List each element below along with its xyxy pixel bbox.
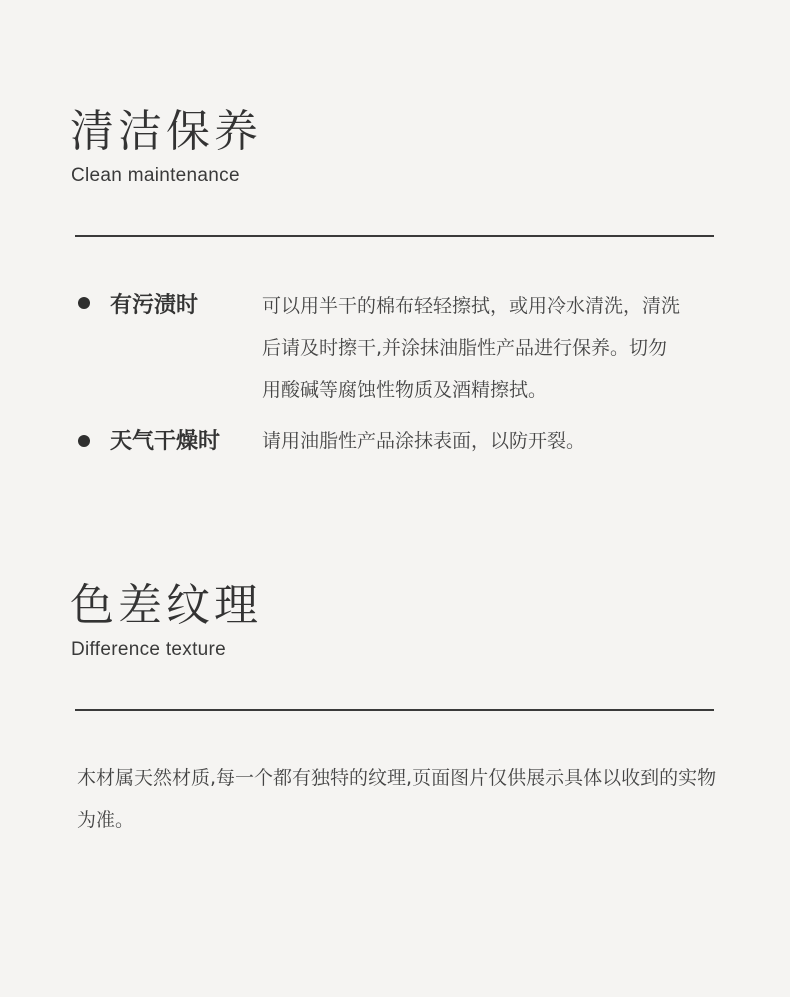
care-item-label: 有污渍时	[110, 293, 199, 318]
bullet-dot-icon	[78, 435, 90, 447]
care-item-dry-weather	[78, 420, 718, 462]
care-section-divider	[75, 235, 714, 237]
care-section-title: 清洁保养	[70, 106, 262, 157]
care-item-label: 天气干燥时	[110, 429, 221, 454]
bullet-dot-icon	[78, 297, 90, 309]
care-section-subtitle: Clean maintenance	[71, 165, 240, 186]
texture-description: 木材属天然材质,每一个都有独特的纹理,页面图片仅供展示具体以收到的实物为准。	[77, 767, 717, 831]
care-item-stains	[78, 285, 718, 411]
care-item-text: 可以用半干的棉布轻轻擦拭，或用冷水清洗，清洗后请及时擦干,并涂抹油脂性产品进行保养。切勿用酸碱等腐蚀性物质及酒精擦拭。	[262, 295, 681, 401]
texture-section-subtitle: Difference texture	[71, 639, 227, 660]
texture-section-title: 色差纹理	[70, 580, 262, 631]
texture-section-divider	[75, 709, 714, 711]
care-item-text: 请用油脂性产品涂抹表面，以防开裂。	[262, 430, 586, 452]
